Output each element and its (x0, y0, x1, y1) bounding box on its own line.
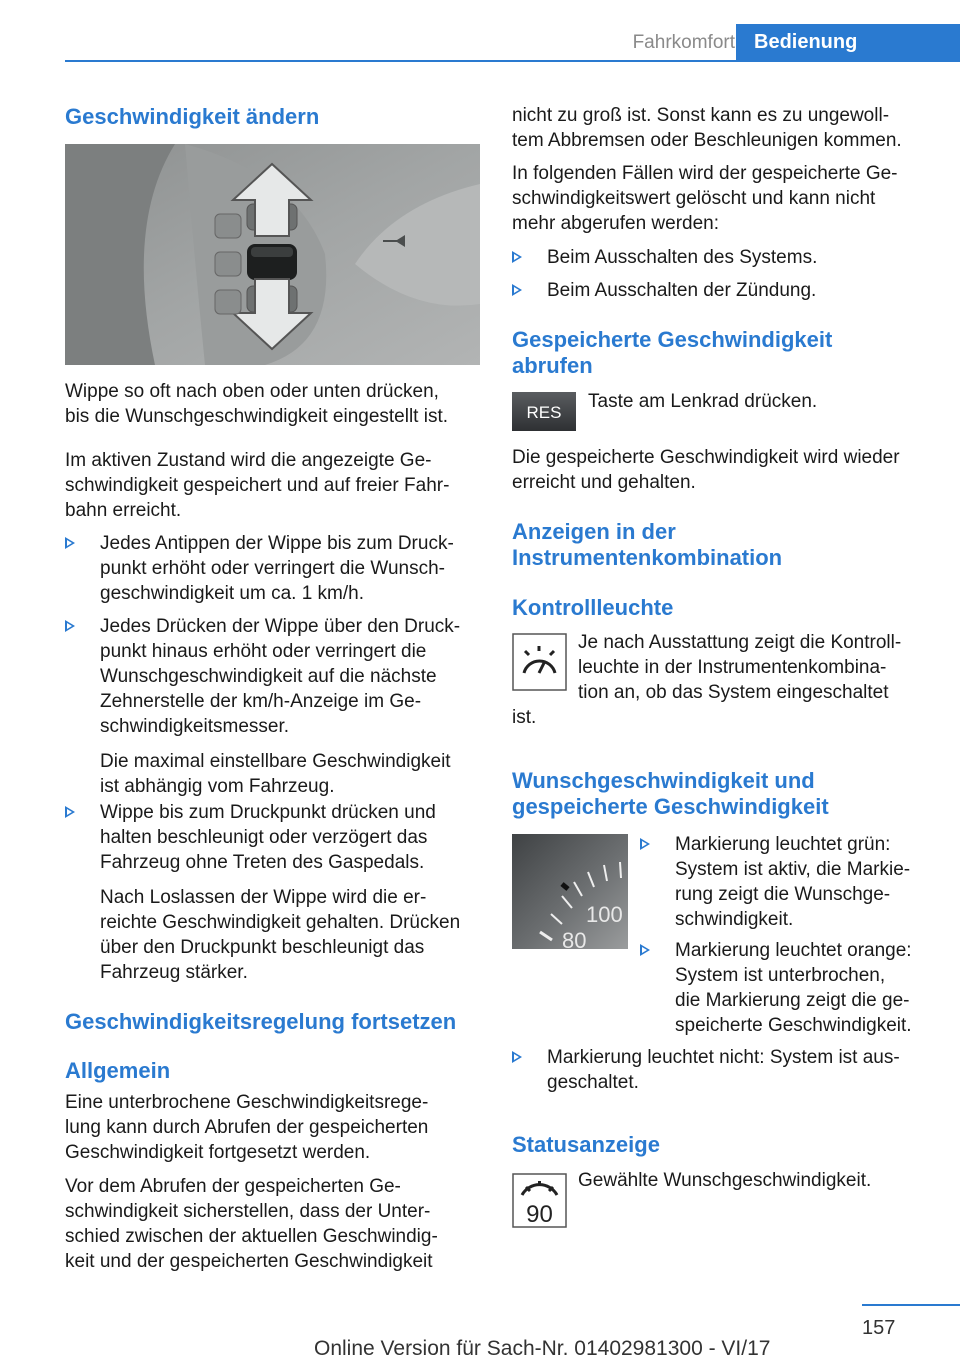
heading-statusanzeige: Statusanzeige (512, 1132, 660, 1157)
bullet-triangle-icon (65, 537, 75, 549)
page-number: 157 (862, 1317, 896, 1339)
bullet-triangle-icon (512, 251, 522, 263)
res-button-icon (512, 392, 576, 431)
paragraph-continued: nicht zu groß ist. Sonst kann es zu ungewoll- tem Abbremsen oder Beschleunigen kommen. (512, 105, 902, 151)
status-text: Gewählte Wunschgeschwindigkeit. (578, 1170, 872, 1191)
heading-wunschgeschwindigkeit: Wunschgeschwindigkeit und gespeicherte Geschwindigkeit (512, 768, 829, 819)
paragraph-reached: Die gespeicherte Geschwindigkeit wird wieder erreicht und gehalten. (512, 447, 900, 493)
heading-fortsetzen: Geschwindigkeitsregelung fortsetzen (65, 1009, 457, 1034)
gauge-label-80: 80 (562, 928, 587, 949)
bullet-triangle-icon (512, 1051, 522, 1063)
heading-anzeigen: Anzeigen in der Instrumentenkombination (512, 519, 783, 570)
header-tabbar (65, 24, 960, 62)
res-label: RES (526, 403, 562, 422)
paragraph-indicator: Je nach Ausstattung zeigt die Kontroll- leuchte in der Instrumentenkombina- tion an, ob das System eingeschaltet ist. (512, 632, 902, 728)
bullet-triangle-icon (640, 944, 650, 956)
steering-wheel-rocker-image (65, 144, 480, 365)
heading-abrufen: Gespeicherte Geschwindigkeit abrufen (512, 327, 833, 378)
heading-kontrollleuchte: Kontrollleuchte (512, 595, 674, 620)
gauge-label-100: 100 (586, 902, 623, 927)
paragraph-cases: In folgenden Fällen wird der gespeicherte Ge- schwindigkeitswert gelöscht und kann nicht mehr abgerufen werden: (512, 163, 898, 234)
bullet-triangle-icon (640, 838, 650, 850)
paragraph-general-1: Eine unterbrochene Geschwindigkeitsrege- lung kann durch Abrufen der gespeicherten Geschwindigkeit fortgesetzt werden. (65, 1092, 429, 1163)
bullet-triangle-icon (65, 806, 75, 818)
bullet-triangle-icon (512, 284, 522, 296)
footer-divider (862, 1304, 960, 1306)
tab-fahrkomfort[interactable]: Fahrkomfort (632, 32, 735, 53)
heading-allgemein: Allgemein (65, 1058, 171, 1083)
paragraph-active-state: Im aktiven Zustand wird die angezeigte Ge- schwindigkeit gespeichert und auf freier Fahr- bahn erreicht. (65, 450, 450, 521)
status-value: 90 (526, 1201, 553, 1228)
heading-geschwindigkeit-aendern: Geschwindigkeit ändern (65, 104, 320, 129)
bullet-triangle-icon (65, 620, 75, 632)
status-speed-icon (512, 1173, 567, 1228)
res-text: Taste am Lenkrad drücken. (588, 391, 818, 412)
paragraph-rocker: Wippe so oft nach oben oder unten drücken, bis die Wunschgeschwindigkeit eingestellt ist. (65, 381, 449, 427)
paragraph-general-2: Vor dem Abrufen der gespeicherten Ge- schwindigkeit sicherstellen, dass der Unter- schied zwischen der aktuellen Geschwindig- keit und der gespeicherten Geschwindigkeit (65, 1176, 438, 1272)
tab-bedienung[interactable]: Bedienung (736, 24, 960, 62)
online-version-label: Online Version für Sach-Nr. 01402981300 - VI/17 (314, 1337, 771, 1360)
speedometer-scale-image (512, 834, 628, 949)
